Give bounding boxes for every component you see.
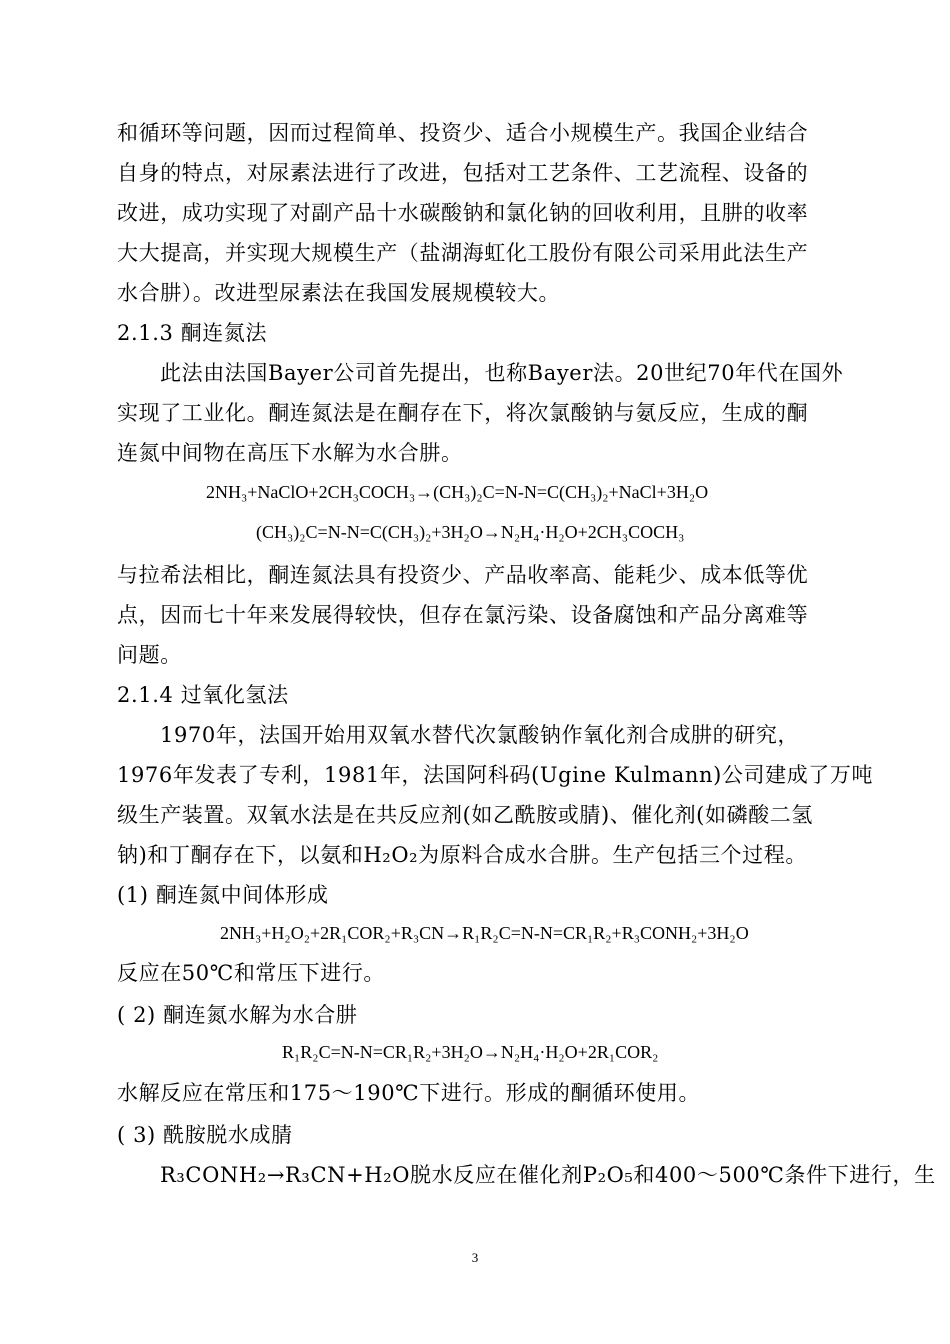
chemical-equation: (CH₃)₂C=N-N=C(CH₃)₂+3H₂O→N₂H₄·H₂O+2CH₃COCH₃: [256, 522, 685, 542]
section-heading-2-1-3: 2.1.3 酮连氮法: [117, 321, 268, 345]
chemical-equation: 2NH₃+NaClO+2CH₃COCH₃→(CH₃)₂C=N-N=C(CH₃)₂+NaCl+3H₂O: [206, 482, 709, 502]
paragraph-line: 级生产装置。双氧水法是在共反应剂(如乙酰胺或腈)、催化剂(如磷酸二氢: [117, 803, 813, 827]
step-heading-2: ( 2) 酮连氮水解为水合肼: [117, 1003, 358, 1027]
paragraph-line: 问题。: [117, 643, 182, 667]
paragraph-line: 1976年发表了专利，1981年，法国阿科码(Ugine Kulmann)公司建成了万吨: [117, 763, 874, 787]
section-heading-2-1-4: 2.1.4 过氧化氢法: [117, 683, 289, 707]
paragraph-line: 自身的特点，对尿素法进行了改进，包括对工艺条件、工艺流程、设备的: [117, 161, 809, 185]
paragraph-line: 和循环等问题，因而过程简单、投资少、适合小规模生产。我国企业结合: [117, 121, 809, 145]
paragraph-line: 水解反应在常压和175～190℃下进行。形成的酮循环使用。: [117, 1081, 701, 1105]
step-heading-3: ( 3) 酰胺脱水成腈: [117, 1123, 293, 1147]
paragraph-line: 与拉希法相比，酮连氮法具有投资少、产品收率高、能耗少、成本低等优: [117, 563, 809, 587]
chemical-equation: 2NH₃+H₂O₂+2R₁COR₂+R₃CN→R₁R₂C=N-N=CR₁R₂+R₃CONH₂+3H₂O: [220, 923, 749, 943]
paragraph-line: 实现了工业化。酮连氮法是在酮存在下，将次氯酸钠与氨反应，生成的酮: [117, 401, 809, 425]
paragraph-line: 1970年，法国开始用双氧水替代次氯酸钠作氧化剂合成肼的研究，: [160, 723, 800, 747]
page-number: 3: [471, 1250, 479, 1265]
paragraph-line: 反应在50℃和常压下进行。: [117, 961, 386, 985]
paragraph-line: 此法由法国Bayer公司首先提出，也称Bayer法。20世纪70年代在国外: [160, 361, 844, 385]
paragraph-line: 大大提高，并实现大规模生产（盐湖海虹化工股份有限公司采用此法生产: [117, 241, 809, 265]
paragraph-line: 点，因而七十年来发展得较快，但存在氯污染、设备腐蚀和产品分离难等: [117, 603, 809, 627]
paragraph-line: 改进，成功实现了对副产品十水碳酸钠和氯化钠的回收利用，且肼的收率: [117, 201, 809, 225]
paragraph-line: 连氮中间物在高压下水解为水合肼。: [117, 441, 463, 465]
chemical-equation: R₁R₂C=N-N=CR₁R₂+3H₂O→N₂H₄·H₂O+2R₁COR₂: [282, 1042, 659, 1062]
paragraph-line: 水合肼）。改进型尿素法在我国发展规模较大。: [117, 281, 561, 305]
paragraph-line: 钠)和丁酮存在下，以氨和H₂O₂为原料合成水合肼。生产包括三个过程。: [117, 843, 807, 867]
step-heading-1: (1) 酮连氮中间体形成: [117, 883, 329, 907]
paragraph-line: R₃CONH₂→R₃CN+H₂O脱水反应在催化剂P₂O₅和400～500℃条件下进行，生: [160, 1163, 936, 1187]
